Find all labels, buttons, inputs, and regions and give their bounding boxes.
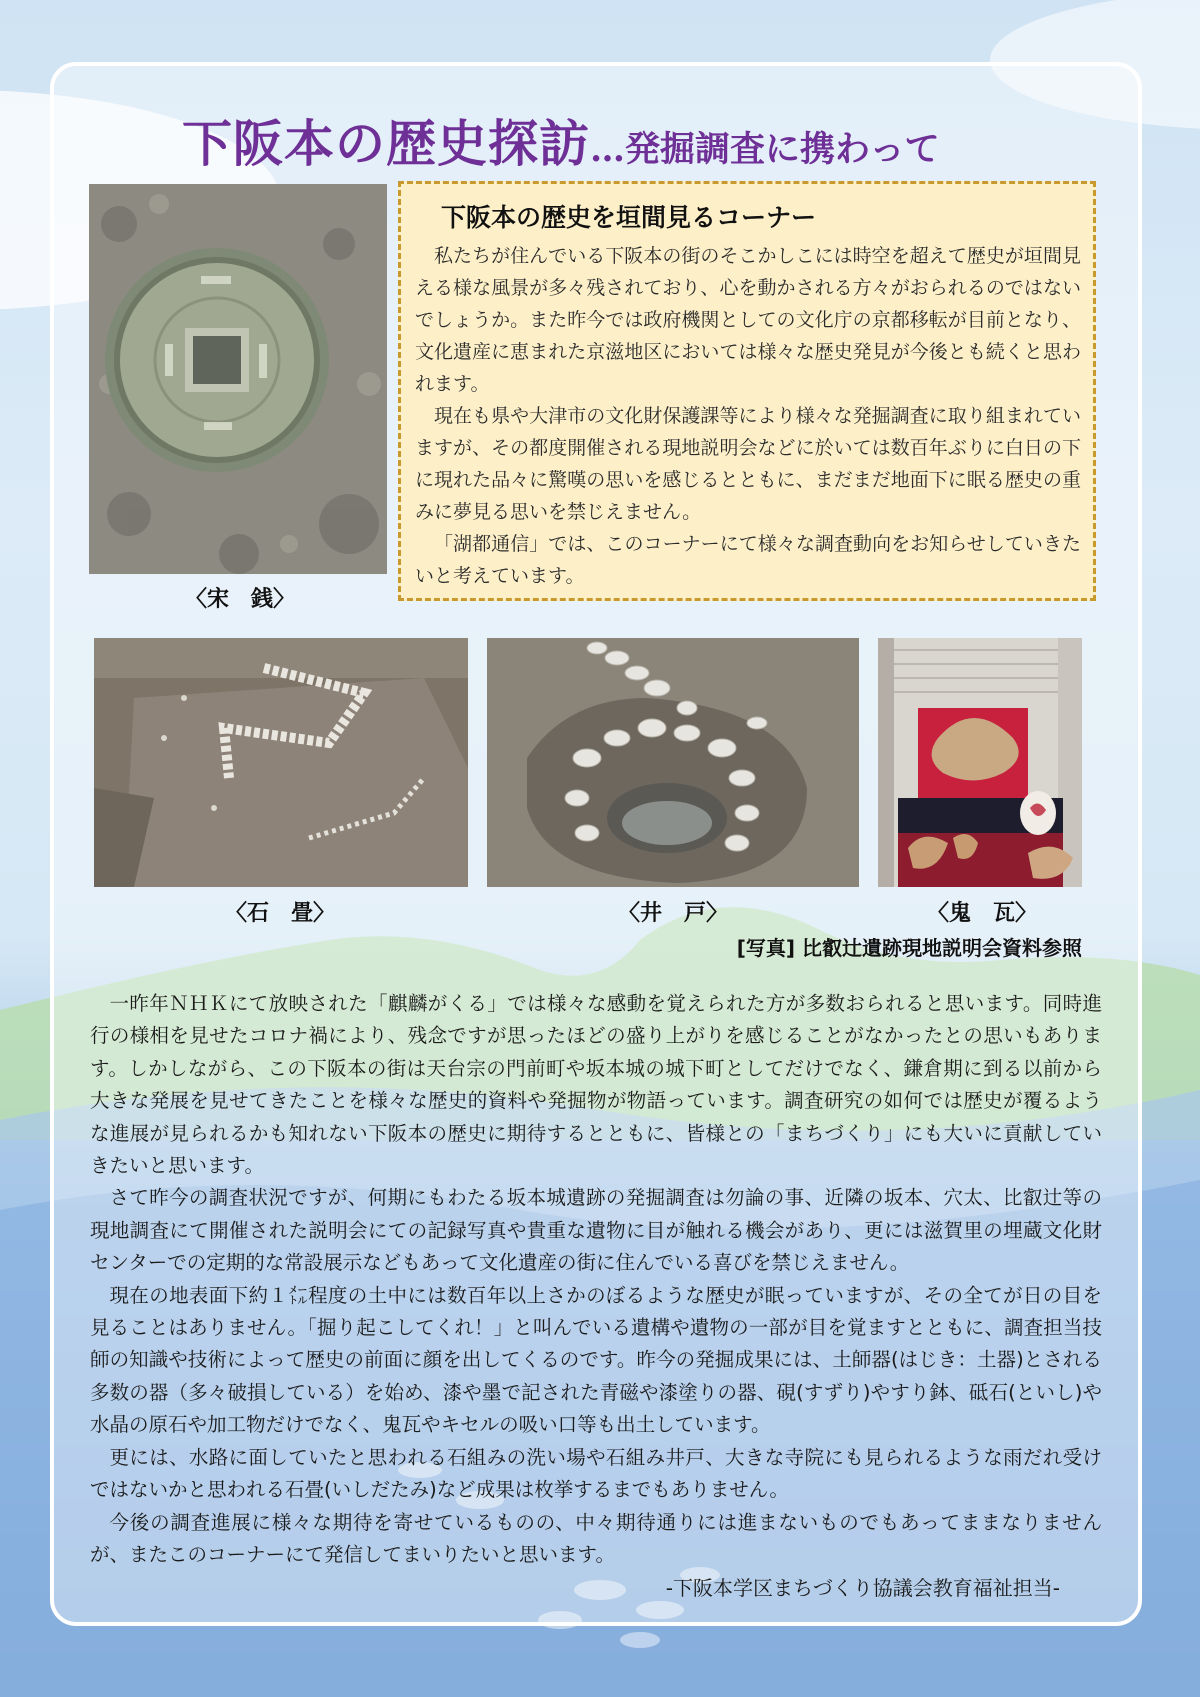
onigawara-photo — [878, 638, 1082, 887]
onigawara-caption: 〈鬼 瓦〉 — [926, 901, 1037, 926]
article-paragraph-2: さて昨今の調査状況ですが、何期にもわたる坂本城遺跡の発掘調査は勿論の事、近隣の坂本、穴太、比叡辻等の現地調査にて開催された説明会にての記録写真や貴重な遺物に目が触れる機会があり、更には滋賀里の埋蔵文化財センターでの定期的な常設展示などもあって文化遺産の街に住んでいる喜びを禁じえません。 — [90, 1186, 1102, 1275]
intro-heading: 下阪本の歴史を垣間見るコーナー — [441, 203, 817, 232]
coin-caption: 〈宋 銭〉 — [184, 587, 295, 612]
article-paragraph-3: 現在の地表面下約１㍍程度の土中には数百年以上さかのぼるような歴史が眠っていますが、その全てが日の目を見ることはありません。「掘り起こしてくれ！」と叫んでいる遺構や遺物の一部が目を覚ますとともに、調査担当技師の知識や技術によって歴史の前面に顔を出してくるのです。昨今の発掘成果には、土師器(はじき：土器)とされる多数の器（多々破損している）を始め、漆や墨で記された青磁や漆塗りの器、硯(すずり)やすり鉢、砥石(といし)や水晶の原石や加工物だけでなく、鬼瓦やキセルの吸い口等も出土しています。 — [90, 1283, 1102, 1437]
well-caption: 〈井 戸〉 — [617, 901, 728, 926]
article-paragraph-5: 今後の調査進展に様々な期待を寄せているものの、中々期待通りには進まないものでもあってままなりませんが、またこのコーナーにて発信してまいりたいと思います。 — [90, 1510, 1102, 1566]
stone-caption: 〈石 畳〉 — [224, 901, 335, 926]
stone-pavement-photo — [94, 638, 468, 887]
title-sub: …発掘調査に携わって — [590, 129, 940, 170]
coin-photo — [89, 184, 387, 574]
page-title — [182, 104, 940, 176]
well-photo — [487, 638, 859, 887]
title-main: 下阪本の歴史探訪 — [182, 114, 590, 173]
main-article — [90, 988, 1102, 1571]
article-paragraph-4: 更には、水路に面していたと思われる石組みの洗い場や石組み井戸、大きな寺院にも見られるような雨だれ受けではないかと思われる石畳(いしだたみ)など成果は枚挙するまでもありません。 — [90, 1445, 1102, 1502]
signature: -下阪本学区まちづくり協議会教育福祉担当- — [665, 1576, 1060, 1600]
intro-paragraph-2: 現在も県や大津市の文化財保護課等により様々な発掘調査に取り組まれていますが、その都度開催される現地説明会などに於いては数百年ぶりに白日の下に現れた品々に驚嘆の思いを感じるとともに、まだまだ地面下に眠る歴史の重みに夢見る思いを禁じえません。 — [415, 405, 1081, 523]
photo-source-note: [写真] 比叡辻遺跡現地説明会資料参照 — [736, 936, 1082, 960]
article-paragraph-1: 一昨年ＮＨＫにて放映された「麒麟がくる」では様々な感動を覚えられた方が多数おられると思います。同時進行の様相を見せたコロナ禍により、残念ですが思ったほどの盛り上がりを感じることがなかったとの思いもあります。しかしながら、この下阪本の街は天台宗の門前町や坂本城の城下町としてだけでなく、鎌倉期に到る以前から大きな発展を見せてきたことを様々な歴史的資料や発掘物が物語っています。調査研究の如何では歴史が覆るような進展が見られるかも知れない下阪本の歴史に期待するとともに、皆様との「まちづくり」にも大いに貢献していきたいと思います。 — [90, 992, 1102, 1178]
intro-box — [398, 181, 1096, 601]
intro-paragraph-3: 「湖都通信」では、このコーナーにて様々な調査動向をお知らせしていきたいと考えています。 — [415, 533, 1081, 587]
intro-paragraph-1: 私たちが住んでいる下阪本の街のそこかしこには時空を超えて歴史が垣間見える様な風景が多々残されており、心を動かされる方々がおられるのではないでしょうか。また昨今では政府機関としての文化庁の京都移転が目前となり、文化遺産に恵まれた京滋地区においては様々な歴史発見が今後とも続くと思われます。 — [415, 245, 1081, 395]
